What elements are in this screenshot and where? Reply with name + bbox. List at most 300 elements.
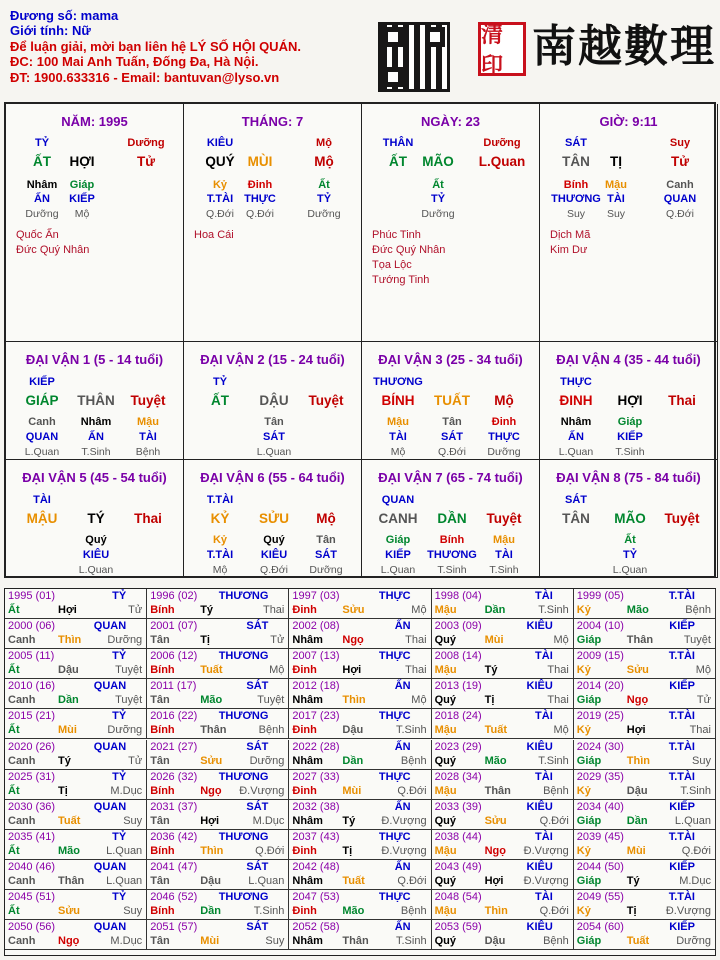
year-label: 2043 (49) (434, 860, 482, 873)
year-stem: Nhâm (292, 935, 323, 948)
heavenly-stem: GIÁP (25, 393, 59, 408)
year-branch: Tị (342, 844, 353, 857)
year-branch: Ngọ (58, 935, 80, 948)
year-stem: Bính (150, 844, 175, 857)
dai-van-7 (362, 460, 540, 578)
branch-stage: Tuyệt (486, 511, 522, 526)
year-cell (574, 770, 716, 800)
year-stem: Quý (434, 754, 456, 767)
year-label: 2002 (08) (292, 620, 340, 633)
hidden-stem: Đinh (247, 179, 273, 191)
year-stage: Đ.Vượng (523, 874, 569, 887)
year-cell (574, 830, 716, 860)
hidden-ten-god: ẤN (568, 431, 584, 443)
year-stage: Dưỡng (107, 634, 143, 647)
year-stem: Kỷ (576, 844, 591, 857)
year-cell (574, 920, 716, 950)
year-cell (432, 770, 574, 800)
hidden-stage: Q.Đới (438, 446, 466, 458)
year-stem: Tân (150, 694, 170, 707)
year-stage: L.Quan (106, 844, 143, 857)
year-stem: Bính (150, 724, 175, 737)
hidden-stem: Ất (318, 179, 330, 191)
hidden-ten-god: QUAN (663, 193, 697, 205)
year-stem: Ất (8, 604, 20, 616)
year-cell (432, 890, 574, 920)
hidden-stem: Nhâm (80, 416, 112, 428)
year-cell (147, 830, 289, 860)
year-label: 2033 (39) (434, 800, 482, 813)
year-branch: Hợi (200, 814, 220, 827)
stem-ten-god: THƯƠNG (373, 376, 423, 388)
year-cell (147, 890, 289, 920)
hidden-ten-god: KIẾP (385, 549, 411, 561)
earthly-branch: MÃO (614, 511, 646, 526)
year-label: 2017 (23) (292, 710, 340, 723)
year-label: 2053 (59) (434, 921, 482, 934)
year-branch: Tý (626, 874, 640, 887)
year-cell (289, 800, 431, 830)
year-cell (289, 709, 431, 739)
year-stage: M.Dục (110, 784, 143, 797)
hidden-stage: Q.Đới (206, 208, 234, 220)
year-stem: Nhâm (292, 874, 323, 887)
year-stage: T.Sinh (396, 724, 427, 737)
year-stage: Tuyệt (115, 694, 143, 707)
year-ten-god: QUAN (93, 620, 127, 633)
year-label: 2005 (11) (8, 650, 55, 663)
star-note: Tướng Tinh (372, 274, 430, 286)
star-note: Đức Quý Nhân (16, 244, 90, 256)
hidden-ten-god: ẤN (34, 193, 50, 205)
year-cell (432, 649, 574, 679)
year-ten-god: SÁT (246, 680, 269, 693)
year-branch: Mùi (626, 844, 646, 857)
year-cell (574, 589, 716, 619)
hidden-ten-god: QUAN (25, 431, 59, 443)
year-label: 2013 (19) (434, 680, 482, 693)
dai-van-title: ĐẠI VẬN 5 (45 - 54 tuổi) (22, 470, 167, 485)
stem-stage: Suy (669, 137, 691, 149)
year-ten-god: THƯƠNG (218, 590, 269, 602)
year-branch: Thìn (484, 905, 508, 917)
year-stem: Canh (8, 814, 36, 827)
year-ten-god: KIÊU (526, 740, 553, 753)
hidden-stage: Q.Đới (246, 208, 274, 220)
year-stem: Tân (150, 754, 170, 767)
year-branch: Dậu (342, 724, 364, 737)
year-branch: Tý (484, 664, 498, 677)
hidden-stage: T.Sinh (615, 446, 645, 458)
hidden-ten-god: T.TÀI (206, 193, 234, 205)
earthly-branch: TỊ (610, 154, 622, 169)
year-label: 2023 (29) (434, 740, 482, 753)
hidden-ten-god: TÀI (607, 193, 625, 205)
hidden-stem: Mậu (605, 179, 627, 191)
hidden-stage: Mộ (74, 208, 90, 220)
year-ten-god: THỰC (378, 770, 411, 783)
stem-ten-god: TỶ (212, 376, 228, 388)
year-branch: Dần (200, 905, 221, 917)
year-stem: Ất (8, 905, 20, 917)
year-stage: T.Sinh (538, 754, 569, 767)
year-ten-god: SÁT (246, 740, 269, 753)
hidden-stem: Ất (432, 179, 444, 191)
year-stage: Mộ (411, 604, 427, 616)
hidden-stage: L.Quan (256, 446, 292, 458)
year-label: 2045 (51) (8, 891, 56, 903)
hidden-stage: L.Quan (78, 564, 114, 576)
year-ten-god: T.TÀI (668, 710, 695, 723)
hidden-stage: Q.Đới (666, 208, 694, 220)
year-branch: Mão (626, 604, 649, 616)
year-cell (289, 770, 431, 800)
branch-stage: Thai (668, 393, 696, 408)
year-stage: Q.Đới (397, 874, 427, 887)
stem-stage: Dưỡng (483, 137, 521, 149)
year-cell (5, 679, 147, 709)
star-note: Kim Dư (550, 244, 588, 256)
year-ten-god: TÀI (535, 650, 553, 663)
qr-code-icon (378, 22, 450, 92)
year-label: 2044 (50) (576, 860, 624, 873)
year-ten-god: TỶ (112, 710, 127, 723)
year-branch: Thìn (58, 634, 82, 647)
year-stage: Bệnh (258, 724, 285, 737)
year-stem: Canh (8, 754, 36, 767)
year-stem: Kỷ (576, 664, 591, 677)
year-ten-god: THỰC (378, 650, 411, 663)
year-label: 2041 (47) (150, 860, 198, 873)
year-ten-god: T.TÀI (668, 770, 695, 783)
yearly-luck-table (4, 588, 716, 956)
year-branch: Sửu (58, 905, 81, 917)
hidden-stem: Bính (563, 179, 589, 191)
year-stem: Bính (150, 664, 175, 677)
year-cell (432, 920, 574, 950)
pillar-title: NGÀY: 23 (421, 114, 480, 129)
year-label: 2004 (10) (576, 620, 624, 633)
year-branch: Tuất (484, 724, 507, 737)
year-stage: Thai (262, 604, 285, 616)
hidden-stem: Mậu (137, 416, 159, 428)
year-branch: Thân (58, 874, 85, 887)
year-stem: Quý (434, 814, 456, 827)
year-branch: Dậu (626, 784, 648, 797)
phone-email-line: ĐT: 1900.633316 - Email: bantuvan@lyso.vn (10, 69, 280, 85)
year-branch: Tị (484, 694, 495, 707)
hidden-ten-god: SÁT (263, 431, 285, 443)
year-label: 2052 (58) (292, 921, 340, 934)
year-branch: Hợi (484, 874, 504, 887)
year-branch: Tý (200, 604, 214, 616)
year-stage: Thai (689, 724, 711, 737)
hidden-ten-god: TỶ (316, 193, 332, 205)
dai-van-6 (184, 460, 362, 578)
year-stage: Q.Đới (681, 844, 711, 857)
year-stem: Bính (150, 604, 175, 616)
stem-ten-god: KIẾP (29, 376, 55, 388)
year-branch: Dần (626, 814, 648, 827)
stem-ten-god: SÁT (565, 137, 587, 149)
heavenly-stem: ẤT (211, 393, 229, 408)
branch-stage: Tuyệt (664, 511, 700, 526)
year-stage: Đ.Vượng (665, 905, 711, 917)
year-branch: Tuất (626, 935, 650, 948)
year-label: 2018 (24) (434, 710, 482, 723)
dai-van-title: ĐẠI VẬN 4 (35 - 44 tuổi) (556, 352, 701, 367)
star-note: Tọa Lộc (372, 259, 412, 271)
year-ten-god: KIẾP (669, 680, 695, 693)
year-stem: Ất (8, 664, 20, 677)
hidden-stage: T.Sinh (489, 564, 519, 576)
dai-van-2 (184, 342, 362, 460)
hidden-stage: Dưỡng (487, 446, 521, 458)
year-cell (5, 830, 147, 860)
hidden-stage: Dưỡng (307, 208, 341, 220)
hidden-stage: Bệnh (135, 446, 161, 458)
year-label: 2032 (38) (292, 800, 340, 813)
year-label: 2006 (12) (150, 650, 198, 663)
year-label: 2048 (54) (434, 891, 482, 903)
star-note: Quốc Ấn (16, 229, 59, 241)
year-stage: Dưỡng (676, 935, 711, 948)
hidden-ten-god: KIẾP (617, 431, 643, 443)
stem-stage: Mộ (316, 137, 332, 149)
stem-ten-god: TÀI (33, 494, 51, 506)
year-branch: Thìn (342, 694, 366, 707)
year-ten-god: ẤN (394, 860, 411, 873)
pillar-3 (540, 104, 718, 342)
hidden-stem: Giáp (385, 534, 411, 546)
year-stem: Ất (8, 724, 20, 737)
hidden-stem: Quý (263, 534, 285, 546)
year-cell (5, 860, 147, 890)
year-stem: Mậu (434, 724, 457, 737)
year-label: 2034 (40) (576, 800, 624, 813)
year-ten-god: QUAN (93, 921, 127, 934)
year-cell (574, 800, 716, 830)
year-stem: Quý (434, 694, 456, 707)
year-branch: Sửu (484, 814, 507, 827)
year-branch: Ngọ (200, 784, 222, 797)
year-stem: Bính (150, 905, 175, 917)
year-cell (289, 890, 431, 920)
year-cell (147, 649, 289, 679)
year-ten-god: THỰC (378, 710, 411, 723)
year-branch: Tị (626, 905, 637, 917)
gender-line: Giới tính: Nữ (10, 23, 91, 39)
year-cell (432, 709, 574, 739)
year-label: 2040 (46) (8, 860, 56, 873)
hidden-stage: Dưỡng (25, 208, 59, 220)
year-label: 2011 (17) (150, 680, 197, 693)
year-ten-god: THƯƠNG (218, 891, 269, 903)
earthly-branch: THÂN (77, 393, 115, 408)
year-stage: T.Sinh (680, 784, 711, 797)
year-stem: Tân (150, 814, 170, 827)
year-label: 2009 (15) (576, 650, 624, 663)
year-stage: T.Sinh (253, 905, 285, 917)
hidden-stem: Giáp (69, 179, 95, 191)
hidden-stem: Kỷ (212, 179, 228, 191)
stem-ten-god: T.TÀI (206, 494, 234, 506)
dai-van-title: ĐẠI VẬN 7 (65 - 74 tuổi) (378, 470, 523, 485)
pillar-notes (194, 228, 234, 243)
year-ten-god: KIẾP (669, 860, 695, 873)
year-label: 2046 (52) (150, 891, 198, 903)
year-stage: Đ.Vượng (381, 814, 427, 827)
year-label: 2031 (37) (150, 800, 198, 813)
year-stem: Đinh (292, 664, 317, 677)
year-branch: Mùi (484, 634, 504, 647)
year-branch: Mùi (58, 724, 77, 737)
stem-ten-god: KIÊU (206, 137, 234, 149)
year-branch: Ngọ (626, 694, 649, 707)
pillar-title: GIỜ: 9:11 (599, 114, 658, 129)
year-stage: Thai (405, 634, 427, 647)
year-stage: Q.Đới (539, 814, 569, 827)
year-stem: Tân (150, 634, 170, 647)
year-cell (5, 619, 147, 649)
year-label: 2015 (21) (8, 710, 56, 723)
year-stage: Q.Đới (397, 784, 427, 797)
year-cell (574, 619, 716, 649)
pillar-title: THÁNG: 7 (241, 114, 304, 129)
year-ten-god: KIÊU (526, 620, 553, 633)
year-label: 1996 (02) (150, 590, 198, 602)
hidden-stem: Quý (85, 534, 107, 546)
branch-stage: Mộ (494, 393, 514, 408)
hidden-stage: L.Quan (380, 564, 416, 576)
hidden-ten-god: TÀI (495, 549, 513, 561)
year-ten-god: SÁT (246, 620, 269, 633)
year-ten-god: QUAN (93, 680, 127, 693)
dai-van-8 (540, 460, 718, 578)
heavenly-stem: TÂN (562, 154, 590, 169)
hidden-stem: Tân (316, 534, 336, 546)
year-label: 2039 (45) (576, 830, 624, 843)
earthly-branch: MÙI (247, 154, 273, 169)
year-ten-god: TÀI (535, 770, 553, 783)
year-stem: Kỷ (576, 604, 591, 616)
year-stage: Tử (128, 604, 143, 616)
year-ten-god: THỰC (378, 590, 411, 602)
heavenly-stem: CANH (378, 511, 418, 526)
year-stem: Giáp (576, 694, 602, 707)
year-stage: Bệnh (543, 784, 569, 797)
year-label: 2037 (43) (292, 830, 340, 843)
year-branch: Mùi (342, 784, 362, 797)
year-stem: Quý (434, 634, 456, 647)
year-stage: Tử (128, 754, 143, 767)
stem-ten-god: TỶ (34, 137, 50, 149)
year-label: 2028 (34) (434, 770, 482, 783)
year-cell (147, 860, 289, 890)
year-ten-god: KIẾP (669, 800, 695, 813)
year-ten-god: KIÊU (526, 800, 553, 813)
year-stage: T.Sinh (396, 935, 427, 948)
dai-van-3 (362, 342, 540, 460)
year-branch: Dậu (200, 874, 221, 887)
pillar-2 (362, 104, 540, 342)
year-label: 2047 (53) (292, 891, 340, 903)
hidden-stage: L.Quan (612, 564, 648, 576)
hidden-stage: L.Quan (24, 446, 60, 458)
hidden-ten-god: TỶ (430, 193, 446, 205)
year-ten-god: ẤN (394, 620, 411, 633)
year-ten-god: KIẾP (669, 620, 695, 633)
year-cell (5, 920, 147, 950)
year-ten-god: TỶ (112, 891, 127, 903)
year-ten-god: T.TÀI (668, 650, 695, 663)
year-branch: Tuất (58, 814, 81, 827)
year-cell (432, 619, 574, 649)
year-stage: Bệnh (543, 935, 569, 948)
year-label: 1995 (01) (8, 590, 56, 602)
year-branch: Sửu (626, 664, 649, 677)
year-stage: Suy (692, 754, 711, 767)
hidden-ten-god: SÁT (315, 549, 337, 561)
year-ten-god: SÁT (246, 921, 269, 934)
year-label: 2008 (14) (434, 650, 482, 663)
branch-stage: Mộ (316, 511, 336, 526)
year-stage: Suy (265, 935, 285, 948)
earthly-branch: MÃO (422, 154, 454, 169)
year-stage: Tuyệt (683, 634, 711, 647)
year-stage: Thai (547, 694, 569, 707)
hidden-stem: Canh (666, 179, 694, 191)
year-ten-god: ẤN (394, 800, 411, 813)
hidden-stage: T.Sinh (437, 564, 467, 576)
hidden-stage: T.Sinh (81, 446, 111, 458)
pillar-0 (6, 104, 184, 342)
branch-stage: L.Quan (478, 154, 526, 169)
year-label: 2022 (28) (292, 740, 340, 753)
year-label: 1999 (05) (576, 590, 624, 602)
year-stem: Mậu (434, 905, 457, 917)
year-cell (574, 740, 716, 770)
year-stage: Suy (123, 814, 143, 827)
year-cell (432, 830, 574, 860)
hidden-stem: Mậu (387, 416, 409, 428)
year-stage: Suy (123, 905, 143, 917)
year-ten-god: THƯƠNG (218, 650, 269, 663)
year-label: 2000 (06) (8, 620, 56, 633)
year-cell (432, 740, 574, 770)
year-branch: Thân (626, 634, 654, 647)
year-stage: M.Dục (110, 935, 143, 948)
year-ten-god: QUAN (93, 860, 127, 873)
year-stem: Canh (8, 935, 36, 948)
branch-stage: Thai (134, 511, 162, 526)
year-cell (574, 860, 716, 890)
year-stage: Dưỡng (249, 754, 285, 767)
year-cell (574, 709, 716, 739)
year-stem: Đinh (292, 784, 317, 797)
hidden-ten-god: THƯƠNG (551, 193, 601, 205)
year-branch: Hợi (58, 604, 77, 616)
year-cell (289, 589, 431, 619)
hidden-stem: Kỷ (212, 534, 228, 546)
year-ten-god: TÀI (535, 710, 553, 723)
year-label: 2003 (09) (434, 620, 482, 633)
dai-van-title: ĐẠI VẬN 3 (25 - 34 tuổi) (378, 352, 523, 367)
year-label: 2038 (44) (434, 830, 482, 843)
year-label: 2026 (32) (150, 770, 198, 783)
star-note: Hoa Cái (194, 229, 234, 241)
year-branch: Mão (342, 905, 365, 917)
